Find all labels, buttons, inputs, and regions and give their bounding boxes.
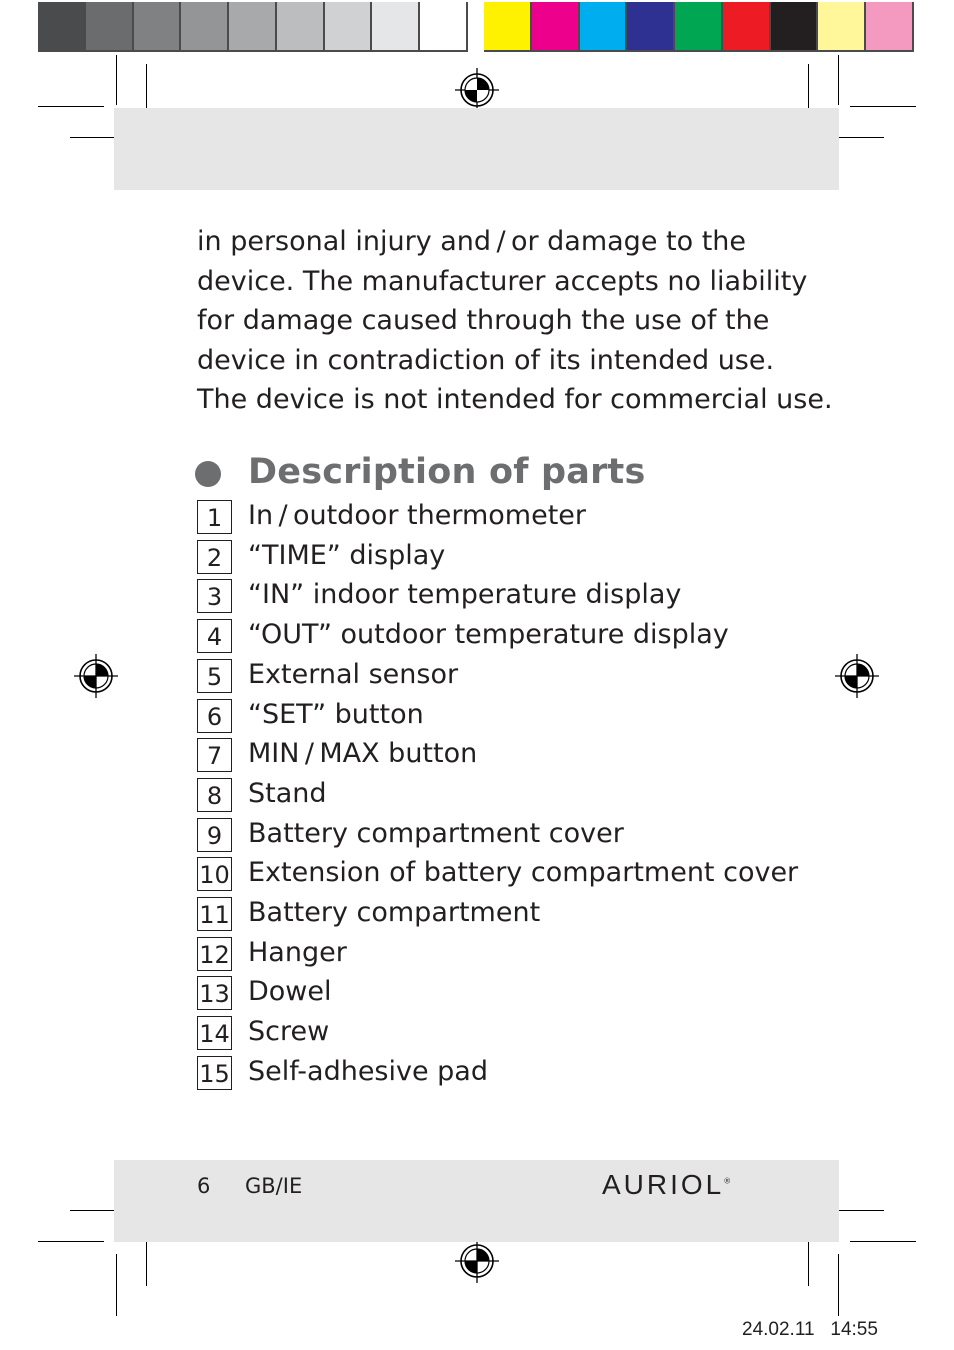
part-label: “IN” indoor temperature display bbox=[248, 579, 682, 611]
crop-mark bbox=[850, 106, 916, 107]
part-label: Self-adhesive pad bbox=[248, 1055, 488, 1087]
intro-paragraph bbox=[197, 222, 833, 420]
part-number: 2 bbox=[197, 540, 232, 574]
color-swatch bbox=[866, 2, 912, 50]
auriol-logo bbox=[602, 1169, 730, 1201]
part-number: 5 bbox=[197, 659, 232, 693]
part-number: 11 bbox=[197, 897, 232, 931]
part-number: 12 bbox=[197, 937, 232, 971]
crop-mark bbox=[838, 1210, 884, 1211]
crop-mark bbox=[70, 1210, 116, 1211]
color-swatch bbox=[86, 2, 132, 50]
crop-mark bbox=[116, 1254, 117, 1316]
part-label: “TIME” display bbox=[248, 539, 446, 571]
registration-mark-icon bbox=[455, 68, 499, 112]
language-code: GB/IE bbox=[245, 1174, 303, 1198]
part-label: Stand bbox=[248, 777, 327, 809]
part-number: 10 bbox=[197, 857, 232, 891]
crop-mark bbox=[838, 137, 884, 138]
part-label: Battery compartment bbox=[248, 897, 541, 928]
part-number: 15 bbox=[197, 1056, 232, 1090]
crop-mark bbox=[116, 55, 117, 105]
gray-scale-strip bbox=[38, 2, 468, 52]
registered-trademark-icon: ® bbox=[724, 1176, 731, 1186]
registration-mark-icon bbox=[835, 654, 879, 698]
brand-name: AURIOL bbox=[602, 1169, 725, 1200]
intro-line: device in contradiction of its intended use. bbox=[197, 344, 775, 376]
header-band bbox=[114, 108, 839, 190]
intro-line: in personal injury and / or damage to the bbox=[197, 226, 747, 257]
page-number: 6 bbox=[197, 1174, 211, 1198]
part-number: 1 bbox=[197, 500, 232, 534]
color-swatch bbox=[627, 2, 673, 50]
color-swatch bbox=[532, 2, 578, 50]
color-swatch bbox=[372, 2, 418, 50]
color-swatch bbox=[723, 2, 769, 50]
part-label: Dowel bbox=[248, 976, 332, 1008]
part-label: In / outdoor thermometer bbox=[248, 500, 587, 531]
part-label: “OUT” outdoor temperature display bbox=[248, 619, 729, 651]
footer-band bbox=[114, 1160, 839, 1242]
section-title: Description of parts bbox=[248, 452, 646, 492]
color-swatch bbox=[420, 2, 466, 50]
part-label: External sensor bbox=[248, 658, 459, 690]
color-swatch bbox=[818, 2, 864, 50]
intro-line: The device is not intended for commercial use. bbox=[197, 384, 833, 416]
part-number: 6 bbox=[197, 699, 232, 733]
crop-mark bbox=[38, 1241, 104, 1242]
part-number: 8 bbox=[197, 778, 232, 812]
part-label: Battery compartment cover bbox=[248, 817, 624, 849]
registration-mark-icon bbox=[74, 654, 118, 698]
crop-mark bbox=[850, 1241, 916, 1242]
crop-mark bbox=[38, 106, 104, 107]
color-swatch bbox=[229, 2, 275, 50]
print-timestamp: 24.02.11 14:55 bbox=[742, 1319, 878, 1340]
color-swatch bbox=[675, 2, 721, 50]
part-label: MIN / MAX button bbox=[248, 738, 478, 770]
crop-mark bbox=[70, 137, 116, 138]
part-label: Hanger bbox=[248, 936, 347, 968]
color-swatch bbox=[181, 2, 227, 50]
registration-mark-icon bbox=[455, 1239, 499, 1283]
intro-line: device. The manufacturer accepts no liability bbox=[197, 265, 808, 297]
intro-line: for damage caused through the use of the bbox=[197, 305, 770, 337]
process-color-strip bbox=[484, 2, 914, 52]
part-number: 9 bbox=[197, 818, 232, 852]
color-swatch bbox=[580, 2, 626, 50]
part-label: “SET” button bbox=[248, 698, 424, 730]
color-swatch bbox=[771, 2, 817, 50]
section-bullet-icon bbox=[195, 461, 221, 487]
crop-mark bbox=[838, 1254, 839, 1316]
part-label: Screw bbox=[248, 1016, 330, 1048]
color-swatch bbox=[134, 2, 180, 50]
part-number: 7 bbox=[197, 738, 232, 772]
part-number: 14 bbox=[197, 1016, 232, 1050]
color-swatch bbox=[325, 2, 371, 50]
part-number: 3 bbox=[197, 579, 232, 613]
color-swatch bbox=[277, 2, 323, 50]
part-number: 13 bbox=[197, 976, 232, 1010]
color-swatch bbox=[484, 2, 530, 50]
color-swatch bbox=[38, 2, 84, 50]
part-number: 4 bbox=[197, 619, 232, 653]
crop-mark bbox=[838, 55, 839, 105]
part-label: Extension of battery compartment cover bbox=[248, 857, 799, 889]
